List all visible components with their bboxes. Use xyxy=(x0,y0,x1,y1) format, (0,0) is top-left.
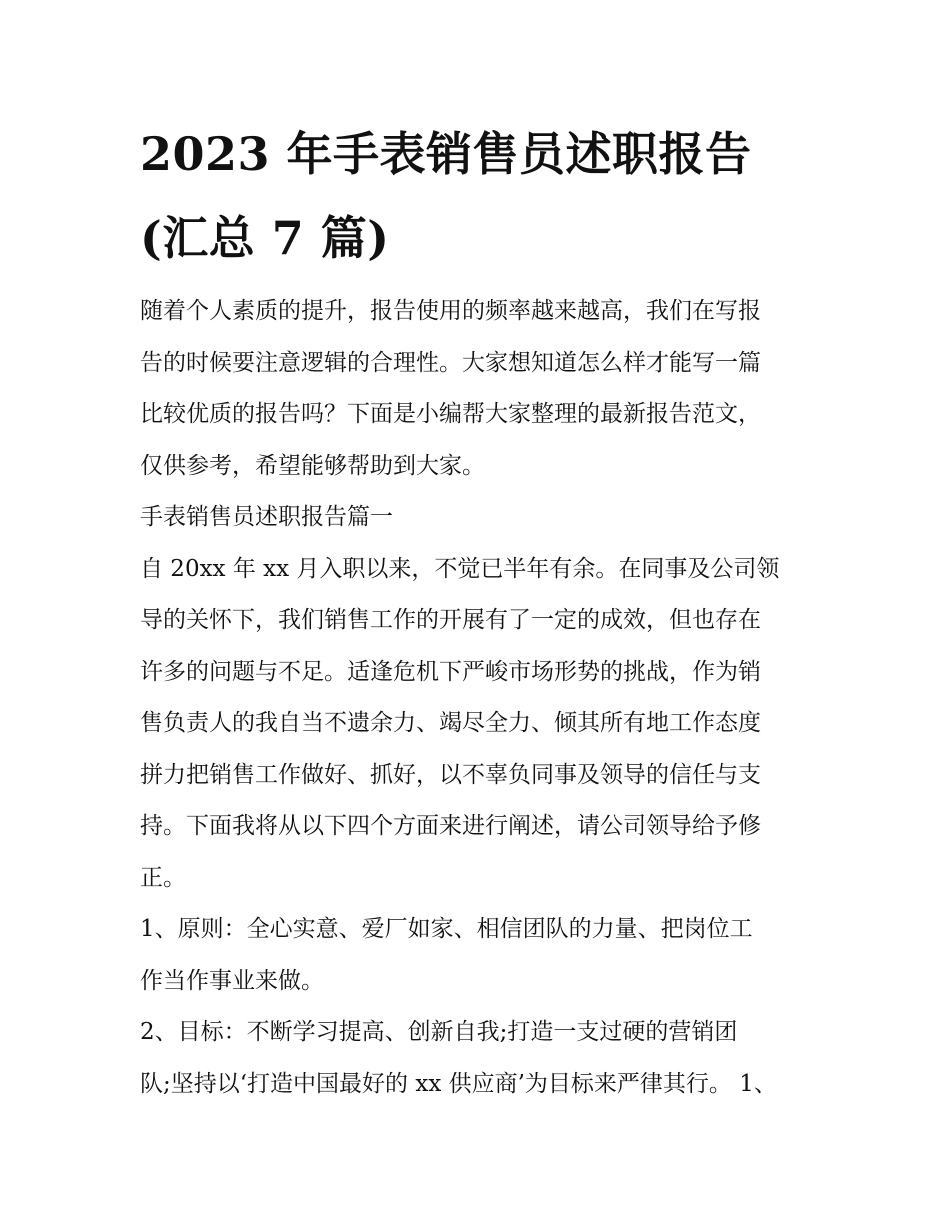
document-body xyxy=(140,112,820,1110)
text-line: 手表销售员述职报告篇一 xyxy=(140,504,393,530)
body-paragraph xyxy=(140,544,820,905)
intro-paragraph xyxy=(140,286,820,492)
text-line: 1、原则：全心实意、爱厂如家、相信团队的力量、把岗位工 xyxy=(140,916,753,942)
section-heading xyxy=(140,492,820,544)
text-line: 告的时候要注意逻辑的合理性。大家想知道怎么样才能写一篇 xyxy=(140,349,761,376)
text-line: 队;坚持以‘打造中国最好的 xx 供应商’为目标来严律其行。 1、 xyxy=(140,1070,777,1097)
text-line: 持。下面我将从以下四个方面来进行阐述，请公司领导给予修 xyxy=(140,813,761,839)
text-line: 拼力把销售工作做好、抓好，以不辜负同事及领导的信任与支 xyxy=(140,761,761,788)
text-line: 售负责人的我自当不遗余力、竭尽全力、倾其所有地工作态度 xyxy=(140,710,761,736)
text-line: 随着个人素质的提升，报告使用的频率越来越高，我们在写报 xyxy=(140,298,761,324)
document-title xyxy=(140,112,820,280)
text-line: 正。 xyxy=(140,864,186,891)
text-line: 许多的问题与不足。适逢危机下严峻市场形势的挑战，作为销 xyxy=(140,658,761,685)
text-line: 作当作事业来做。 xyxy=(140,967,324,994)
text-line: 自 20xx 年 xx 月入职以来，不觉已半年有余。在同事及公司领 xyxy=(140,555,780,582)
text-line: 导的关怀下，我们销售工作的开展有了一定的成效，但也存在 xyxy=(140,607,761,633)
title-line: (汇总 7 篇) xyxy=(140,211,390,265)
principle-item xyxy=(140,904,820,1007)
title-line: 2023 年手表销售员述职报告 xyxy=(140,127,752,181)
goal-item xyxy=(140,1007,820,1110)
text-line: 比较优质的报告吗？下面是小编帮大家整理的最新报告范文， xyxy=(140,401,761,427)
text-line: 2、目标：不断学习提高、创新自我;打造一支过硬的营销团 xyxy=(140,1019,738,1045)
text-line: 仅供参考，希望能够帮助到大家。 xyxy=(140,452,485,479)
